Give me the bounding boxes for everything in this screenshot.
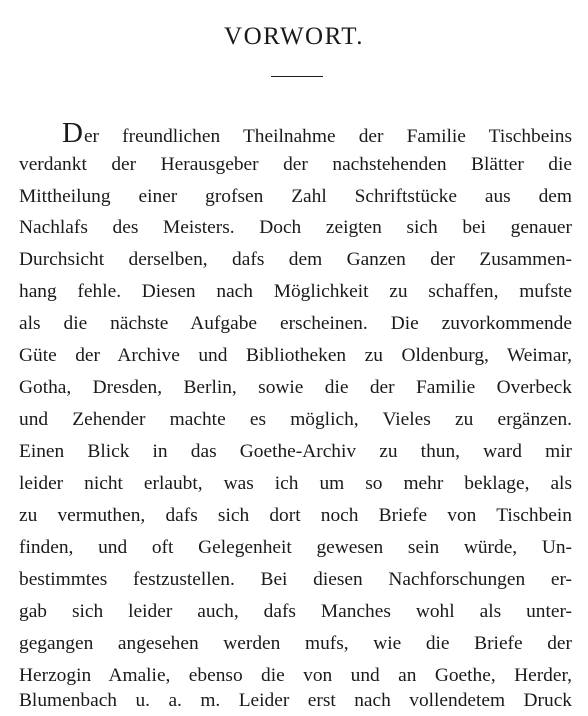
text-line: verdankt der Herausgeber der nachstehenden Blätter die [19, 154, 572, 175]
text-line: gab sich leider auch, dafs Manches wohl als unter- [19, 601, 572, 622]
text-line: hang fehle. Diesen nach Möglichkeit zu schaffen, mufste [19, 281, 572, 302]
text-line: gegangen angesehen werden mufs, wie die Briefe der [19, 633, 572, 654]
text-line: Durchsicht derselben, dafs dem Ganzen der Zusammen- [19, 249, 572, 270]
page-title: VORWORT. [224, 23, 364, 50]
text-line: Nachlafs des Meisters. Doch zeigten sich bei genauer [19, 217, 572, 238]
text-line: zu vermuthen, dafs sich dort noch Briefe von Tischbein [19, 505, 572, 526]
text-line: Güte der Archive und Bibliotheken zu Oldenburg, Weimar, [19, 345, 572, 366]
text-line: und Zehender machte es möglich, Vieles zu ergänzen. [19, 409, 572, 430]
text-line: bestimmtes festzustellen. Bei diesen Nachforschungen er- [19, 569, 572, 590]
text-line [62, 118, 572, 148]
text-line: Herzogin Amalie, ebenso die von und an Goethe, Herder, [19, 665, 572, 686]
text-line: als die nächste Aufgabe erscheinen. Die zuvorkommende [19, 313, 572, 334]
text-line: Mittheilung einer grofsen Zahl Schriftstücke aus dem [19, 186, 572, 207]
text-line: Blumenbach u. a. m. Leider erst nach vollendetem Druck [19, 690, 572, 711]
text-line: Gotha, Dresden, Berlin, sowie die der Familie Overbeck [19, 377, 572, 398]
text-line: leider nicht erlaubt, was ich um so mehr beklage, als [19, 473, 572, 494]
text-line: Einen Blick in das Goethe-Archiv zu thun, ward mir [19, 441, 572, 462]
text-line: finden, und oft Gelegenheit gewesen sein würde, Un- [19, 537, 572, 558]
drop-cap: D [62, 117, 83, 149]
text-line-content: er freundlichen Theilnahme der Familie Tischbeins [83, 126, 572, 147]
